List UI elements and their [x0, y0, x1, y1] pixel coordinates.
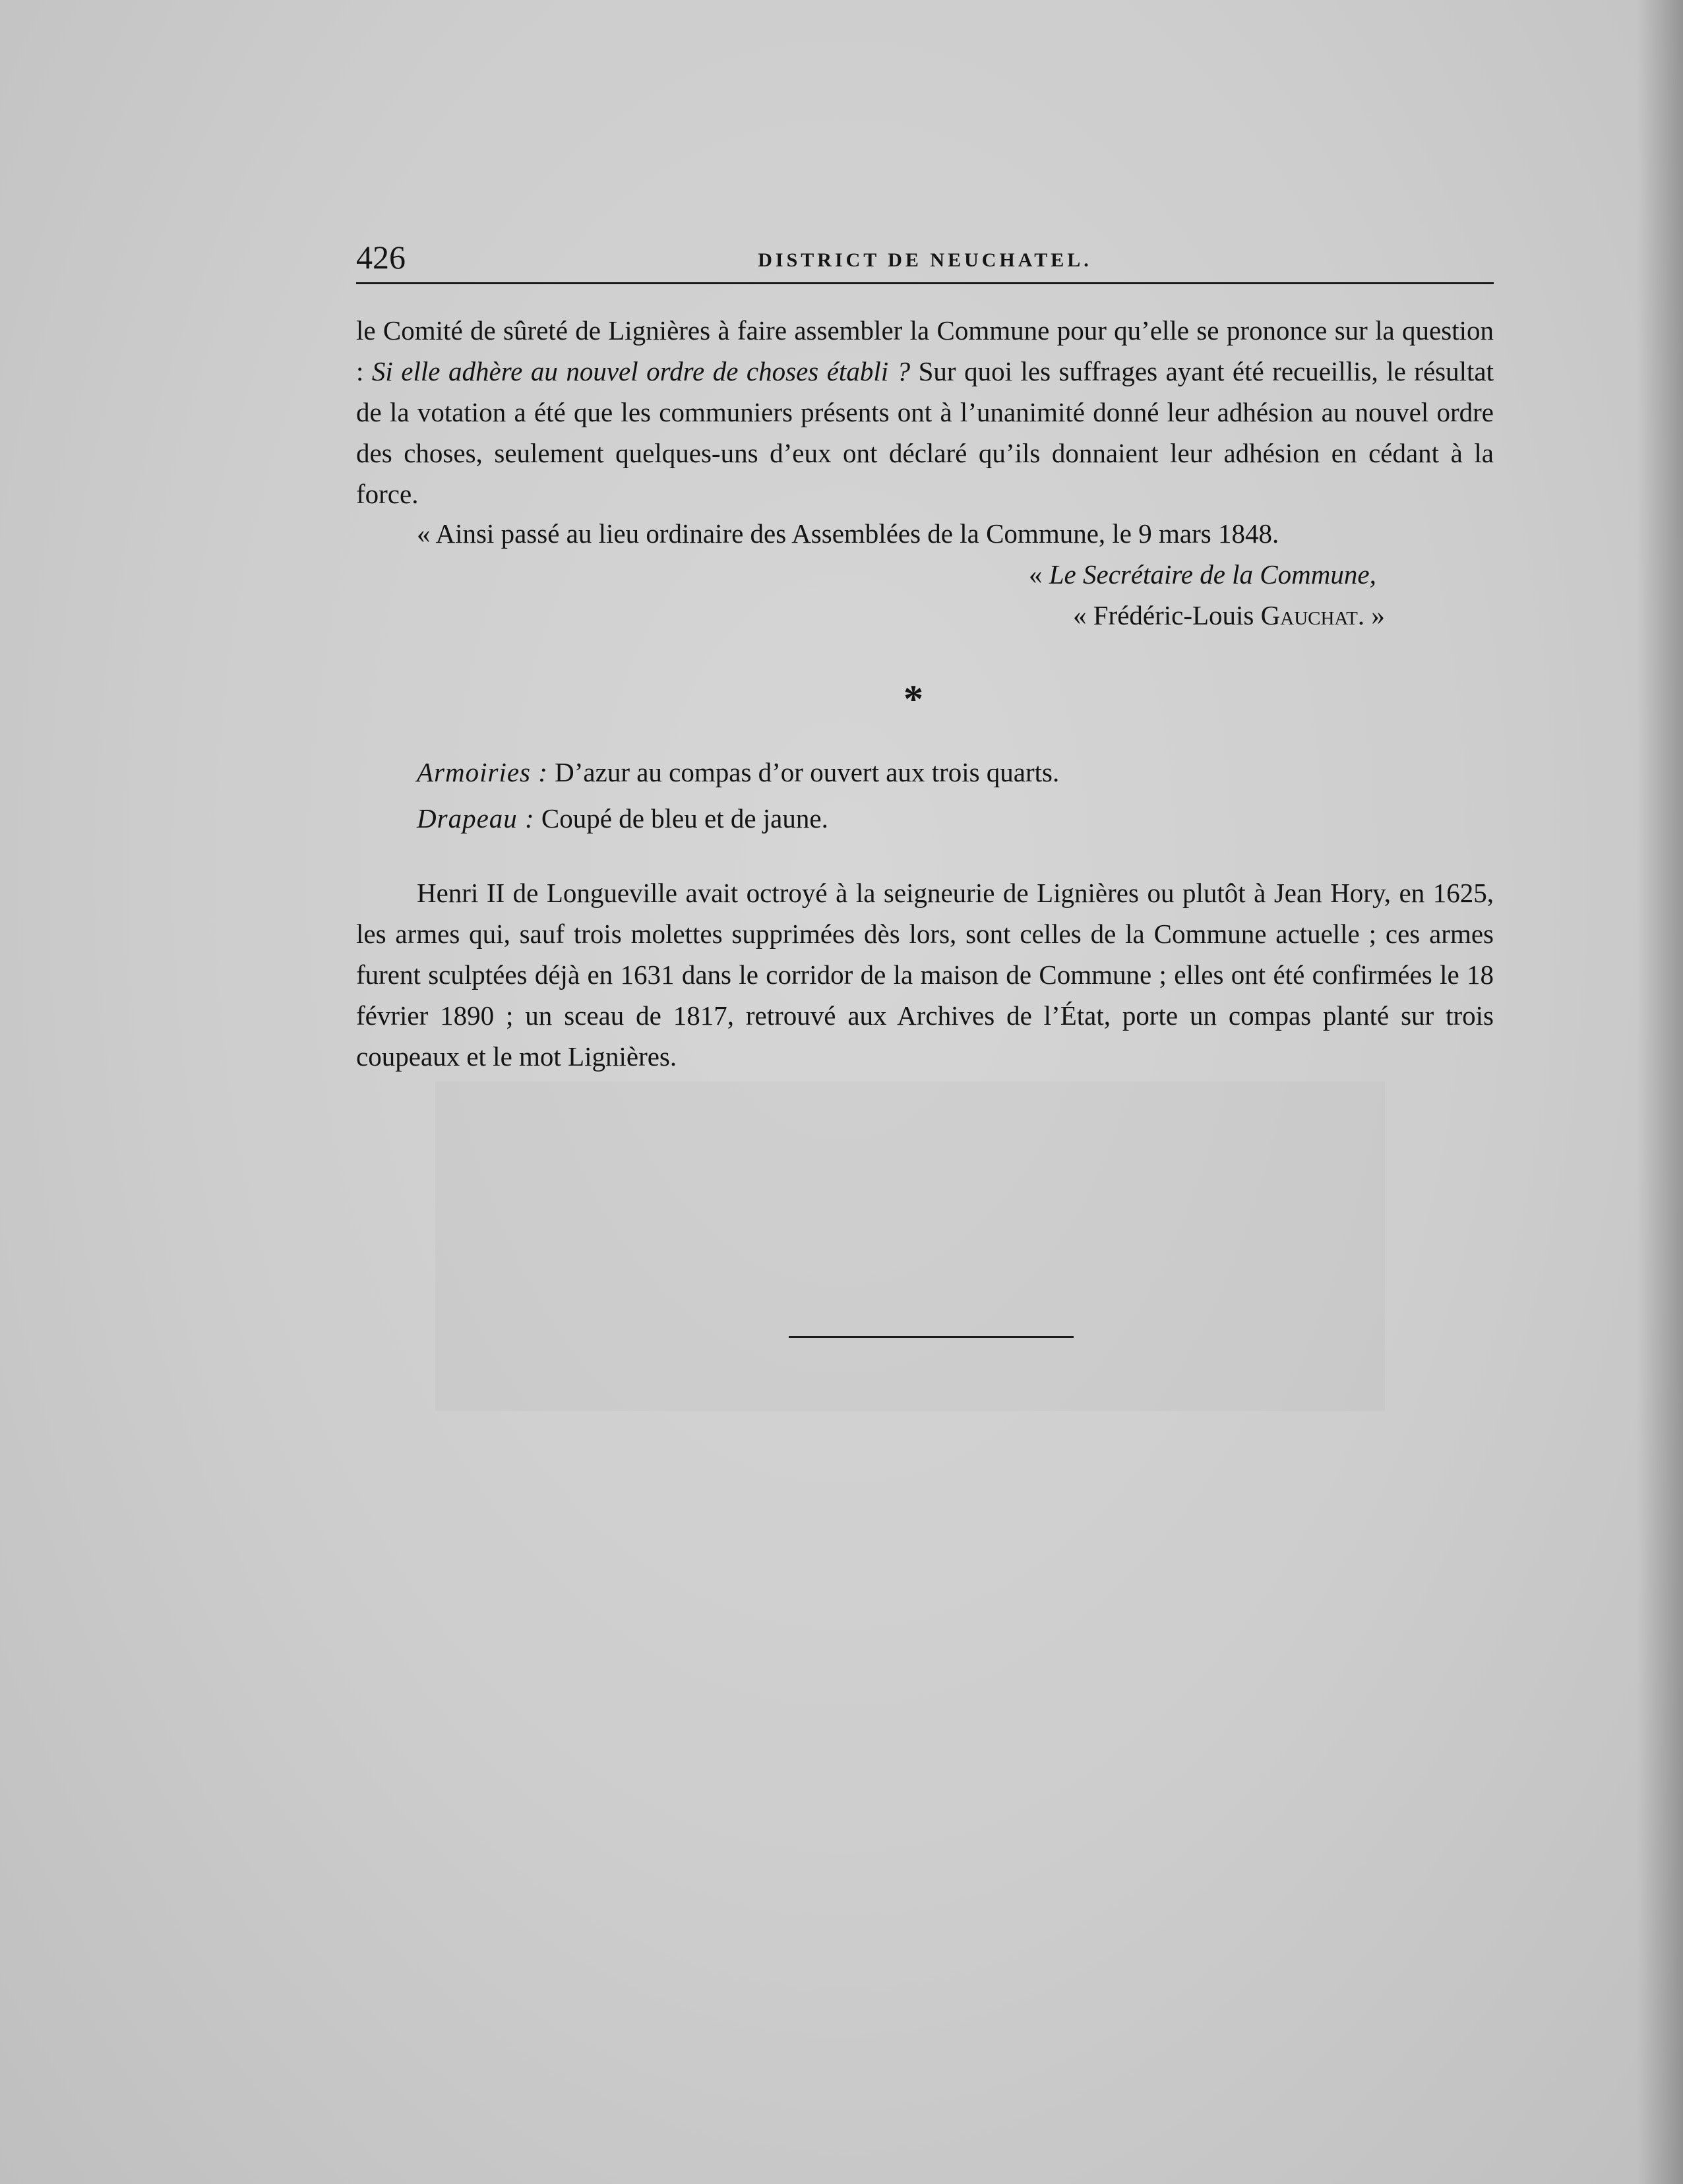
quote-mark: « [1029, 559, 1049, 590]
drapeau-text: Coupé de bleu et de jaune. [534, 803, 828, 834]
signature-name [1073, 595, 1385, 636]
armoiries-text: D’azur au compas d’or ouvert aux trois quarts. [547, 757, 1060, 787]
page-edge-shadow [1637, 0, 1683, 2184]
signature-title [1029, 554, 1376, 595]
armoiries-label: Armoiries : [417, 757, 548, 787]
closing-text: « Ainsi passé au lieu ordinaire des Assemblées de la Commune, le 9 mars 1848. [417, 518, 1279, 549]
closing-statement [356, 513, 1494, 554]
running-head: DISTRICT DE NEUCHATEL. [758, 249, 1092, 271]
name-prefix: « Frédéric-Louis [1073, 600, 1261, 630]
name-surname: Gauchat [1260, 600, 1358, 630]
show-through-shadow [435, 1081, 1385, 1411]
signature-title-text: Le Secrétaire de la Commune, [1049, 559, 1376, 590]
main-paragraph [356, 310, 1494, 514]
question-italic: Si elle adhère au nouvel ordre de choses établi ? [371, 356, 911, 386]
name-suffix: . » [1357, 600, 1385, 630]
drapeau-label: Drapeau : [417, 803, 535, 834]
section-separator: * [903, 677, 923, 721]
header-rule [356, 282, 1494, 284]
drapeau-line [417, 798, 828, 839]
paragraph-text-continued: Sur quoi les suffrages ayant été recueillis, le résultat de la votation a été que les communiers présents ont à l’unanimité donné leur adhésion au nouvel ordre des choses, seulement quelques-uns d’eux ont déclaré qu’ils donnaient leur adhésion en cédant à la force. [356, 356, 1494, 509]
page-header [356, 234, 1494, 280]
page-number: 426 [356, 239, 406, 276]
history-text: Henri II de Longueville avait octroyé à la seigneurie de Lignières ou plutôt à Jean Hory, en 1625, les armes qui, sauf trois molettes supprimées dès lors, sont celles de la Commune actuelle ; ces armes furent sculptées déjà en 1631 dans le corridor de la maison de Commune ; elles ont été confirmées le 18 février 1890 ; un sceau de 1817, retrouvé aux Archives de l’État, porte un compas planté sur trois coupeaux et le mot Lignières. [356, 878, 1494, 1072]
end-rule [789, 1336, 1074, 1338]
paragraph-text: le Comité de sûreté de Lignières à faire assembler la Commune pour qu’elle se prononce sur la question : [356, 315, 1494, 386]
history-paragraph [356, 872, 1494, 1077]
armoiries-line [417, 752, 1059, 793]
